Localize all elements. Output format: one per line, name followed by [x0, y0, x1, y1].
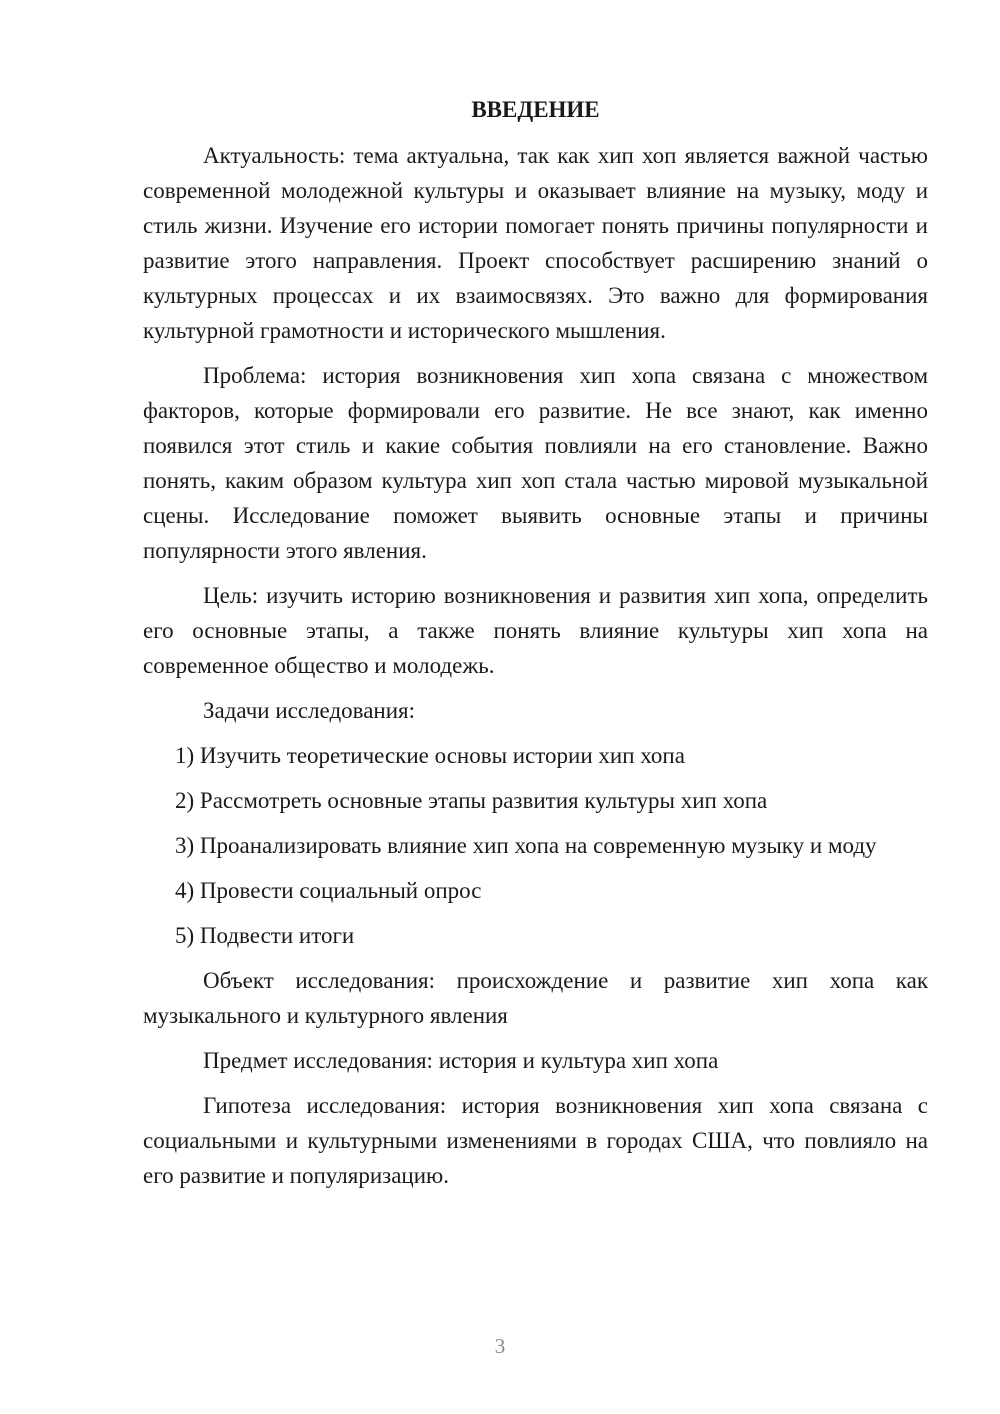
paragraph-relevance: Актуальность: тема актуальна, так как хип хоп является важной частью современной молодежной культуры и оказывает влияние на музыку, моду и стиль жизни. Изучение его истории помогает понять причины популярности и развитие этого направления. Проект способствует расширению знаний о культурных процессах и их взаимосвязях. Это важно для формирования культурной грамотности и исторического мышления.: [143, 143, 928, 343]
paragraph-object: Объект исследования: происхождение и развитие хип хопа как музыкального и культурного явления: [143, 968, 928, 1028]
page-number: 3: [494, 1334, 506, 1358]
paragraph-hypothesis: Гипотеза исследования: история возникновения хип хопа связана с социальными и культурными изменениями в городах США, что повлияло на его развитие и популяризацию.: [143, 1093, 928, 1188]
task-item: 2) Рассмотреть основные этапы развития культуры хип хопа: [175, 788, 768, 813]
paragraph-subject: Предмет исследования: история и культура хип хопа: [203, 1048, 719, 1073]
paragraph-goal: Цель: изучить историю возникновения и развития хип хопа, определить его основные этапы, а также понять влияние культуры хип хопа на современное общество и молодежь.: [143, 583, 928, 678]
tasks-heading: Задачи исследования:: [203, 698, 416, 723]
page-title: ВВЕДЕНИЕ: [471, 97, 600, 122]
tasks-list: [143, 738, 928, 953]
task-item: 5) Подвести итоги: [175, 923, 355, 948]
task-item: 4) Провести социальный опрос: [175, 878, 482, 903]
paragraph-problem: Проблема: история возникновения хип хопа связана с множеством факторов, которые формировали его развитие. Не все знают, как именно появился этот стиль и какие события повлияли на его становление. Важно понять, каким образом культура хип хоп стала частью мировой музыкальной сцены. Исследование поможет выявить основные этапы и причины популярности этого явления.: [143, 363, 928, 563]
page-content: [143, 92, 928, 1203]
task-item: 1) Изучить теоретические основы истории хип хопа: [175, 743, 685, 768]
task-item: 3) Проанализировать влияние хип хопа на современную музыку и моду: [175, 833, 877, 858]
